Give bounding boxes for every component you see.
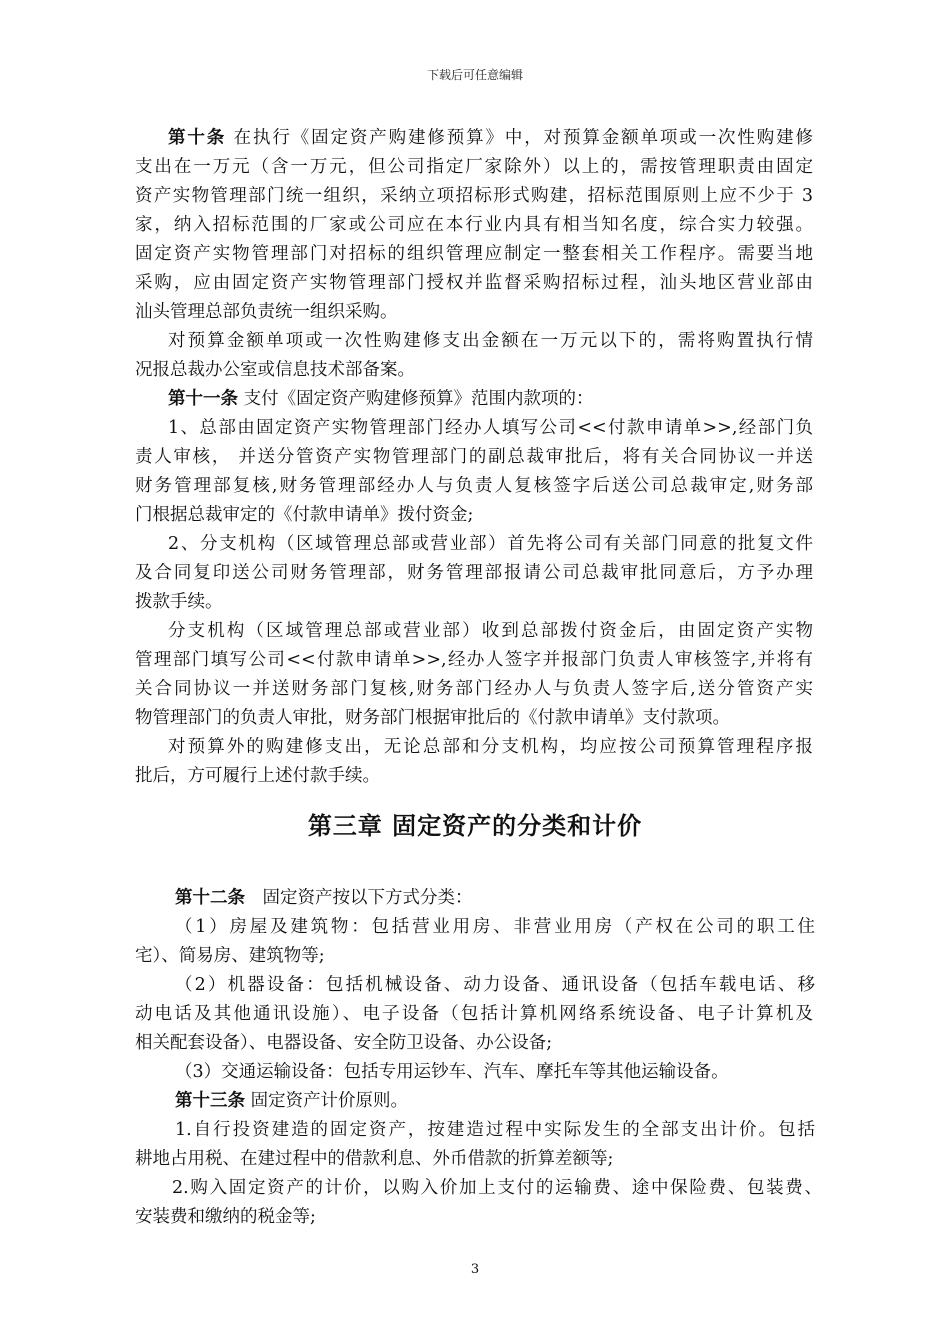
text-line [135, 272, 813, 294]
text-line [135, 649, 813, 671]
text-line [175, 1061, 729, 1083]
line-text: 对预算金额单项或一次性购建修支出金额在一万元以下的，需将购置执行情 [168, 331, 813, 351]
line-text: 固定资产计价原则。 [245, 1091, 409, 1111]
text-line [135, 475, 813, 497]
article-label: 第十二条 [175, 888, 245, 908]
text-line [135, 678, 813, 700]
line-text: 固定资产实物管理部门对招标的组织管理应制定一整套相关工作程序。需要当地 [135, 244, 813, 264]
line-text: 固定资产按以下方式分类： [245, 888, 473, 908]
text-line [168, 736, 813, 758]
line-text: 耕地占用税、在建过程中的借款利息、外币借款的折算差额等; [135, 1149, 614, 1169]
text-line [135, 1148, 613, 1170]
text-line [135, 1003, 813, 1025]
text-line [135, 504, 473, 526]
line-text: 动电话及其他通讯设施）、电子设备（包括计算机网络系统设备、电子计算机及 [135, 1004, 813, 1024]
text-line [168, 127, 813, 149]
line-text: 门根据总裁审定的《付款申请单》拨付资金; [135, 505, 474, 525]
text-line [172, 1177, 822, 1199]
line-text: 支出在一万元（含一万元，但公司指定厂家除外）以上的，需按管理职责由固定 [135, 157, 813, 177]
text-line [135, 214, 813, 236]
line-text: 2.购入固定资产的计价，以购入价加上支付的运输费、途中保险费、包装费、 [172, 1178, 822, 1198]
line-text: 相关配套设备）、电器设备、安全防卫设备、办公设备; [135, 1033, 553, 1053]
text-line [175, 974, 815, 996]
text-line [135, 301, 398, 323]
text-line [135, 707, 730, 729]
line-text: 支付《固定资产购建修预算》范围内款项的： [238, 389, 594, 409]
line-text: 拨款手续。 [135, 592, 223, 612]
line-text: 宅）、简易房、建筑物等; [135, 946, 325, 966]
line-text: 分支机构（区域管理总部或营业部）收到总部拨付资金后，由固定资产实物 [168, 621, 813, 641]
line-text: 汕头管理总部负责统一组织采购。 [135, 302, 398, 322]
line-text: （1）房屋及建筑物：包括营业用房、非营业用房（产权在公司的职工住 [175, 917, 815, 937]
line-text: 管理部门填写公司<<付款申请单>>,经办人签字并报部门负责人审核签字,并将有 [135, 650, 813, 670]
text-line [135, 765, 380, 787]
text-line [175, 887, 473, 909]
line-text: 及合同复印送公司财务管理部，财务管理部报请公司总裁审批同意后，方予办理 [135, 563, 813, 583]
line-text: 关合同协议一并送财务部门复核,财务部门经办人与负责人签字后,送分管资产实 [135, 679, 813, 699]
text-line [135, 243, 813, 265]
line-text: 1.自行投资建造的固定资产，按建造过程中实际发生的全部支出计价。包括 [175, 1120, 815, 1140]
text-line [135, 359, 415, 381]
text-line [168, 417, 813, 439]
text-line [168, 533, 813, 555]
article-label: 第十三条 [175, 1091, 245, 1111]
line-text: 物管理部门的负责人审批，财务部门根据审批后的《付款申请单》支付款项。 [135, 708, 730, 728]
text-line [135, 562, 813, 584]
line-text: 责人审核， 并送分管资产实物管理部门的副总裁审批后，将有关合同协议一并送 [135, 447, 813, 467]
text-line [135, 446, 813, 468]
line-text: 安装费和缴纳的税金等; [135, 1207, 316, 1227]
line-text: 采购，应由固定资产实物管理部门授权并监督采购招标过程，汕头地区营业部由 [135, 273, 813, 293]
line-text: （3）交通运输设备：包括专用运钞车、汽车、摩托车等其他运输设备。 [175, 1062, 729, 1082]
text-line [168, 620, 813, 642]
text-line [135, 1206, 316, 1228]
text-line [175, 916, 815, 938]
line-text: 在执行《固定资产购建修预算》中，对预算金额单项或一次性购建修 [226, 128, 813, 148]
chapter-title: 第三章 固定资产的分类和计价 [307, 811, 643, 840]
page-number: 3 [470, 1262, 480, 1277]
line-text: 家，纳入招标范围的厂家或公司应在本行业内具有相当知名度，综合实力较强。 [135, 215, 813, 235]
article-label: 第十一条 [168, 389, 238, 409]
line-text: 批后，方可履行上述付款手续。 [135, 766, 380, 786]
line-text: 财务管理部复核,财务管理部经办人与负责人复核签字后送公司总裁审定,财务部 [135, 476, 813, 496]
text-line [168, 330, 813, 352]
page-header: 下载后可任意编辑 [426, 68, 523, 82]
text-line [175, 1119, 815, 1141]
line-text: （2）机器设备：包括机械设备、动力设备、通讯设备（包括车载电话、移 [175, 975, 815, 995]
text-line [175, 1090, 408, 1112]
text-line [135, 1032, 552, 1054]
text-line [135, 185, 813, 207]
line-text: 1、总部由固定资产实物管理部门经办人填写公司<<付款申请单>>,经部门负 [168, 418, 813, 438]
line-text: 资产实物管理部门统一组织，采纳立项招标形式购建，招标范围原则上应不少于 3 [135, 186, 813, 206]
article-label: 第十条 [168, 128, 227, 148]
text-line [135, 945, 325, 967]
text-line [135, 156, 813, 178]
line-text: 对预算外的购建修支出，无论总部和分支机构，均应按公司预算管理程序报 [168, 737, 813, 757]
line-text: 况报总裁办公室或信息技术部备案。 [135, 360, 415, 380]
line-text: 2、分支机构（区域管理总部或营业部）首先将公司有关部门同意的批复文件 [168, 534, 813, 554]
text-line [135, 591, 223, 613]
text-line [168, 388, 594, 410]
